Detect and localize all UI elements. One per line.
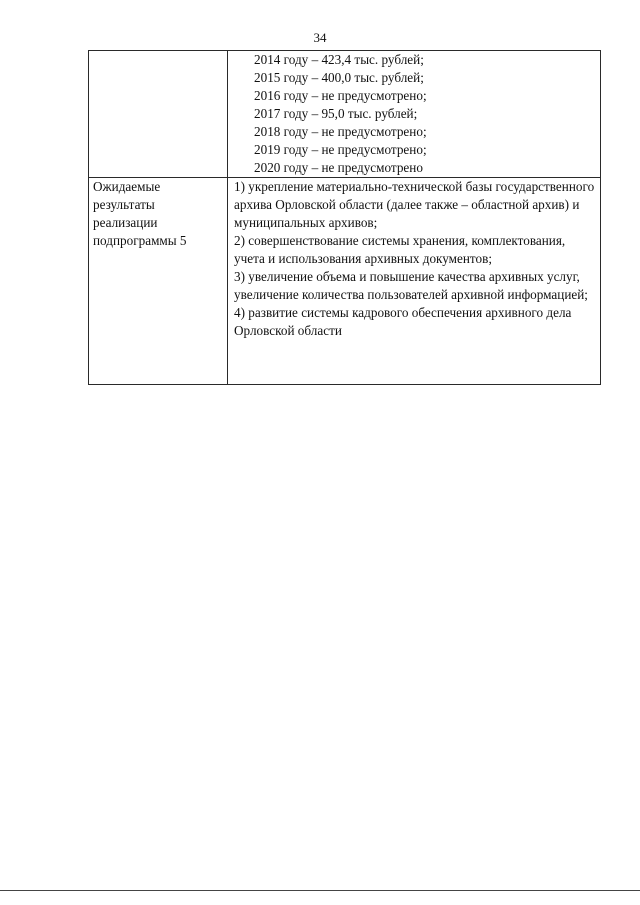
funding-values-cell [228, 51, 601, 178]
subprogram-table [88, 50, 601, 385]
funding-line-2019: 2019 году – не предусмотрено; [254, 142, 427, 157]
results-label-cell [89, 178, 228, 385]
results-label-line-1: Ожидаемые [93, 179, 161, 194]
page-number: 34 [313, 30, 327, 45]
result-item-1: 1) укрепление материально-технической базы государственного архива Орловской области (далее также – областной архив) и муниципальных архивов; [234, 179, 595, 230]
results-values-cell [228, 178, 601, 385]
funding-line-2020: 2020 году – не предусмотрено [254, 160, 423, 175]
result-item-2: 2) совершенствование системы хранения, комплектования, учета и использования архивных документов; [234, 233, 566, 266]
result-item-3: 3) увеличение объема и повышение качества архивных услуг, увеличение количества пользователей архивной информацией; [234, 269, 588, 302]
funding-row [89, 51, 601, 178]
funding-label-cell [89, 51, 228, 178]
funding-line-2016: 2016 году – не предусмотрено; [254, 88, 427, 103]
results-label-line-4: подпрограммы 5 [93, 233, 187, 248]
result-item-4: 4) развитие системы кадрового обеспечения архивного дела Орловской области [234, 305, 572, 338]
results-row [89, 178, 601, 385]
bottom-rule [0, 890, 640, 891]
results-label-line-2: результаты [93, 197, 155, 212]
funding-line-2018: 2018 году – не предусмотрено; [254, 124, 427, 139]
funding-line-2014: 2014 году – 423,4 тыс. рублей; [254, 52, 424, 67]
results-label-line-3: реализации [93, 215, 158, 230]
funding-line-2015: 2015 году – 400,0 тыс. рублей; [254, 70, 424, 85]
funding-line-2017: 2017 году – 95,0 тыс. рублей; [254, 106, 418, 121]
